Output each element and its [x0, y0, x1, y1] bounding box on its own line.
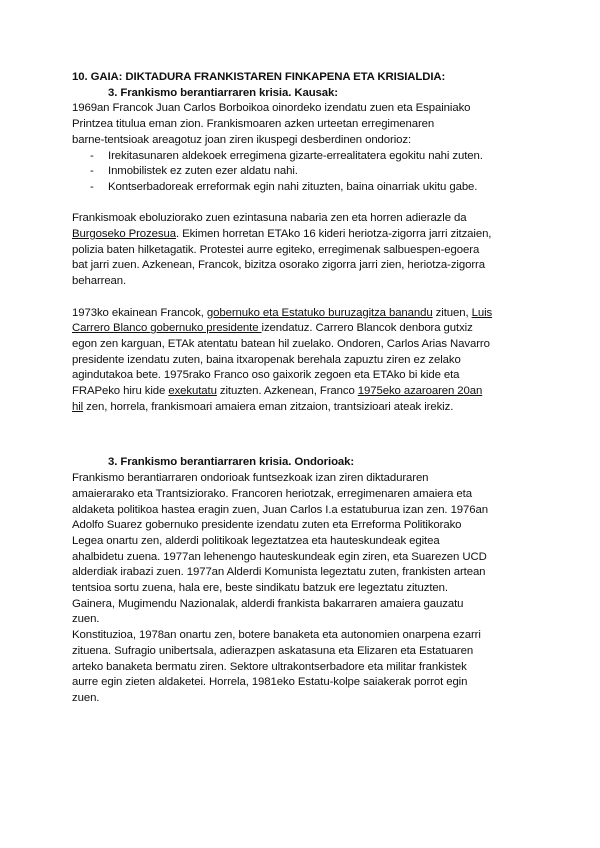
paragraph-line: polizia baten hilketagatik. Protestei aurre egiteko, erregimenak salbuespen-egoera: [72, 243, 480, 256]
paragraph-line: aurre egin zieten aldaketei. Horrela, 1981eko Estatu-kolpe saiakerak porrot egin: [72, 676, 468, 689]
paragraph-line: Legea onartu zen, alderdi politikoak legeztatzea eta hauteskundeak egitea: [72, 534, 440, 547]
carrero-blanco-link[interactable]: Carrero Blanco gobernuko presidente: [72, 322, 262, 335]
paragraph-line: bat jarri zuen. Azkenean, Francok, bizitza osorako zigorra jarri zien, heriotza-zigorra: [72, 259, 485, 272]
consequences-paragraph: [72, 471, 532, 628]
paragraph-line: arteko banaketa bermatu ziren. Sektore ultrakontserbadore eta militar frankistek: [72, 660, 467, 673]
paragraph-line: egon zen karguan, ETAk atentatu batean hil zuelako. Ondoren, Carlos Arias Navarro: [72, 337, 490, 350]
intro-line: 1969an Francok Juan Carlos Borboikoa oinordeko izendatu zuen eta Espainiako: [72, 102, 471, 115]
paragraph-line: Frankismoak eboluziorako zuen ezintasuna nabaria zen eta horren adierazle da: [72, 212, 467, 225]
intro-paragraph: [72, 101, 532, 148]
paragraph-line: Frankismo berantiarraren ondorioak funtsezkoak izan ziren diktaduraren: [72, 472, 429, 485]
paragraph-line: 1973ko ekainean Francok, gobernuko eta Estatuko buruzagitza banandu zituen, Luis: [72, 306, 493, 319]
separation-link[interactable]: gobernuko eta Estatuko buruzagitza banandu: [206, 306, 433, 319]
constitution-paragraph: [72, 628, 532, 707]
paragraph-line: zuen.: [72, 691, 100, 704]
bullet-item: - Inmobilistek ez zuten ezer aldatu nahi.: [90, 165, 298, 178]
paragraph-line: hil zen, horrela, frankismoari amaiera eman zitzaion, trantsizioari ateak irekiz.: [72, 400, 454, 413]
paragraph-line: zuen.: [72, 613, 100, 626]
paragraph-line: Gainera, Mugimendu Nazionalak, alderdi frankista bakarraren amaiera gauzatu: [72, 597, 464, 610]
paragraph-line: Konstituzioa, 1978an onartu zen, botere banaketa eta autonomien onarpena ezarri: [72, 629, 481, 642]
carrero-blanco-link[interactable]: Luis: [471, 306, 493, 319]
paragraph-burgos: [72, 211, 532, 290]
paragraph-line: beharrean.: [72, 275, 127, 288]
document-title: 10. GAIA: DIKTADURA FRANKISTAREN FINKAPENA ETA KRISIALDIA:: [72, 71, 446, 83]
paragraph-line: FRAPeko hiru kide exekutatu zituzten. Azkenean, Franco 1975eko azaroaren 20an: [72, 385, 483, 398]
paragraph-line: Carrero Blanco gobernuko presidente izendatuz. Carrero Blancok denbora gutxiz: [72, 322, 473, 335]
paragraph-line: aldaketa politikoa hastea eragin zuen, Juan Carlos I.a estatuburua izan zen. 1976an: [72, 503, 488, 516]
paragraph-line: Burgoseko Prozesua. Ekimen horretan ETAko 16 kideri heriotza-zigorra jarri zitzaien,: [72, 228, 492, 241]
paragraph-line: amaierarako eta Trantsiziorako. Francoren heriotzak, erregimenaren amaiera eta: [72, 487, 472, 500]
paragraph-line: tentsioa sortu zuena, hala ere, beste sindikatu batzuk ere legeztatu zituzten.: [72, 582, 448, 595]
franco-death-date-link[interactable]: hil: [72, 400, 84, 413]
document-page: [72, 70, 532, 707]
paragraph-line: agindutakoa bete. 1975rako Franco oso gaixorik zegoen eta ETAko bi kide eta: [72, 369, 460, 382]
section-heading-consequences: 3. Frankismo berantiarraren krisia. Ondorioak:: [108, 456, 355, 469]
paragraph-line: Adolfo Suarez gobernuko presidente izendatu zuten eta Erreforma Politikorako: [72, 519, 462, 532]
bullet-list: [72, 149, 532, 196]
executed-link[interactable]: exekutatu: [168, 385, 217, 398]
paragraph-line: zituena. Sufragio unibertsala, adierazpen askatasuna eta Elizaren eta Estatuaren: [72, 644, 474, 657]
bullet-item: - Kontserbadoreak erreformak egin nahi zituzten, baina oinarriak ukitu gabe.: [90, 180, 478, 193]
paragraph-line: presidente izendatu zuten, baina itxaropenak berehala zapuztu ziren ez zelako: [72, 353, 461, 366]
paragraph-line: alderdiak irabazi zuen. 1977an Alderdi Komunista legeztatu zuten, frankisten artean: [72, 566, 486, 579]
franco-death-date-link[interactable]: 1975eko azaroaren 20an: [357, 385, 483, 398]
paragraph-line: ahalbidetu zuena. 1977an lehenengo hauteskundeak egin ziren, eta Suarezen UCD: [72, 550, 487, 563]
intro-line: barne-tentsioak areagotuz joan ziren ikuspegi desberdinen ondorioz:: [72, 133, 412, 146]
intro-line: Printzea titulua eman zion. Frankismoaren azken urteetan erregimenaren: [72, 118, 435, 131]
section-heading-causes: 3. Frankismo berantiarraren krisia. Kausak:: [108, 86, 338, 99]
paragraph-1973: [72, 306, 532, 416]
burgos-process-link[interactable]: Burgoseko Prozesua: [72, 228, 176, 241]
bullet-item: - Irekitasunaren aldekoek erregimena gizarte-errealitatera egokitu nahi zuten.: [90, 149, 483, 162]
